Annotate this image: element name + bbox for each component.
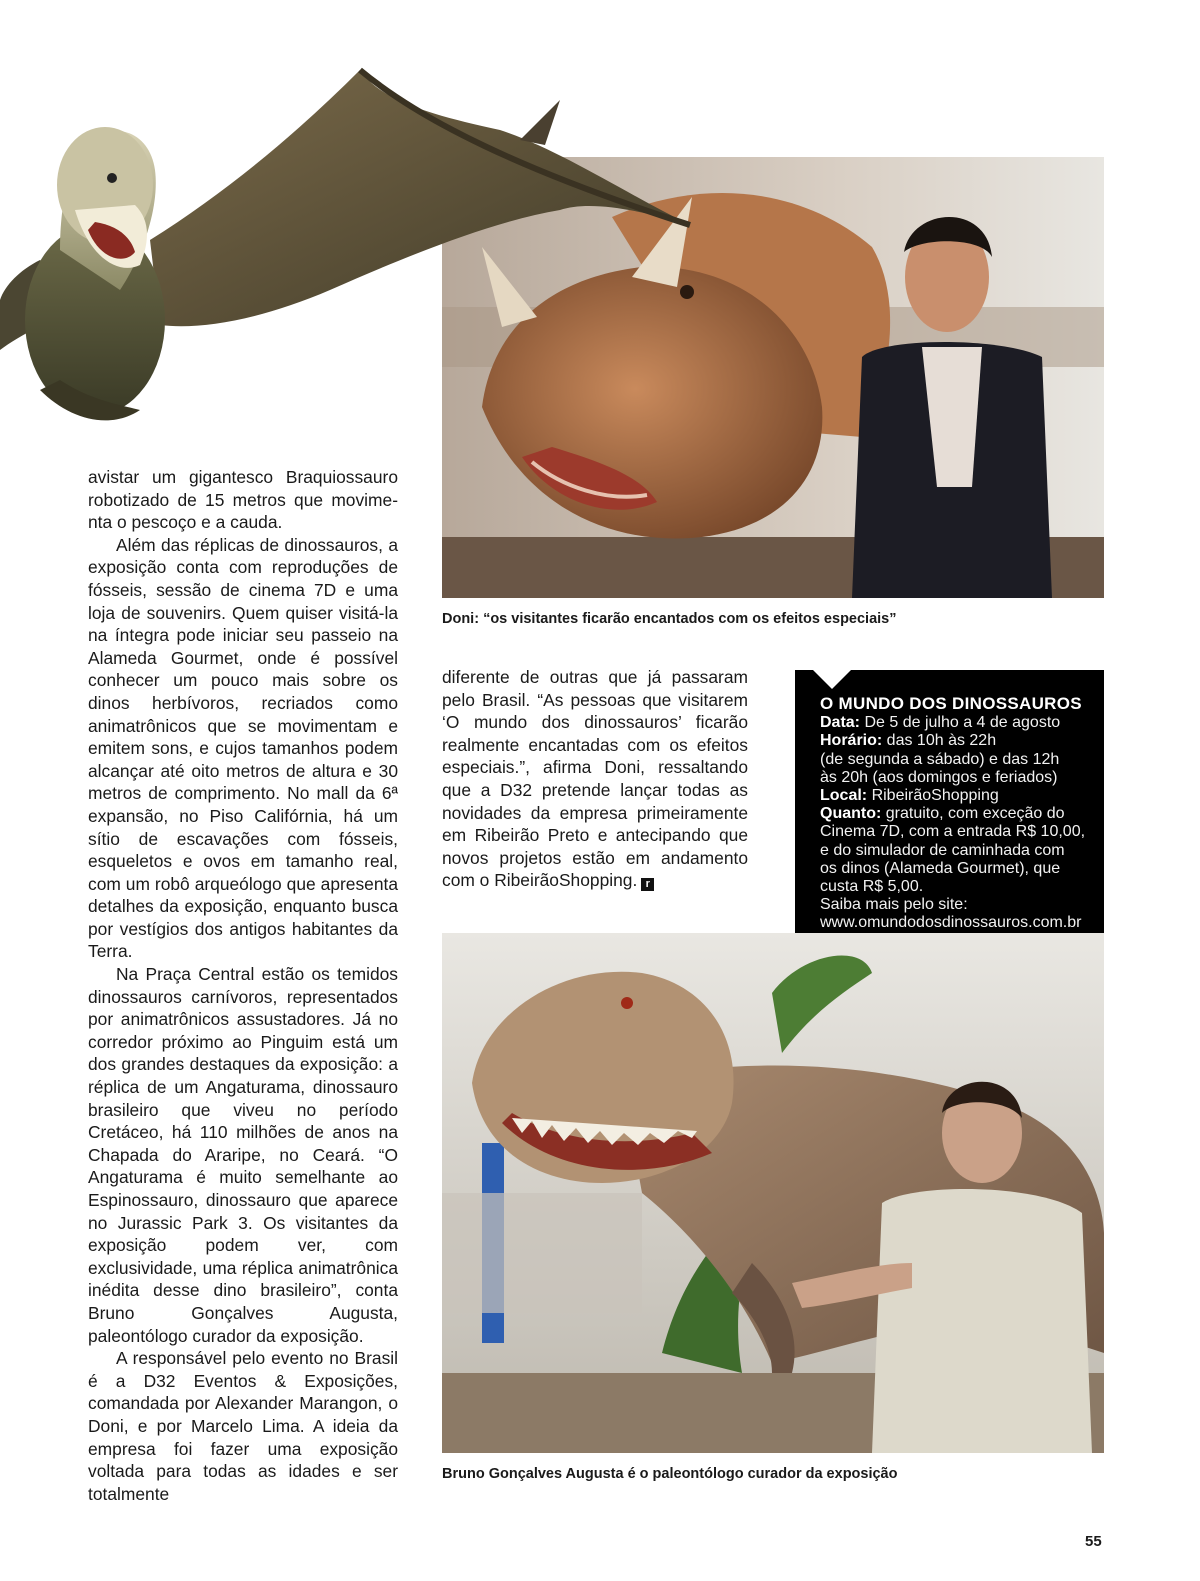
paragraph [442, 666, 748, 892]
info-price-line4: os dinos (Alameda Gourmet), que [820, 859, 1061, 877]
page-number: 55 [1085, 1533, 1102, 1550]
paragraph: Além das réplicas de dinossauros, a exposição conta com reproduções de fósseis, sessão de cinema 7D e uma loja de souvenirs. Quem quiser visitá-la na íntegra pode iniciar seu passeio na Alameda Gourmet, onde é possível conhecer um pouco mais sobre os dinos herbívoros, recriados como animatrônicos que se movimentam e emitem sons, e cujos tamanhos podem alcançar até oito metros de altura e 30 metros de comprimento. No mall da 6ª expansão, no Piso Califórnia, há um sítio de escavações com fósseis, esqueletos e ovos em tamanho real, com um robô arqueólogo que apresenta detalhes da exposição, enquanto busca por vestígios dos antigos habitantes da Terra. [88, 534, 398, 962]
info-price-line2: Cinema 7D, com a entrada R$ 10,00, [820, 823, 1086, 841]
info-location: Local: RibeirãoShopping [820, 787, 999, 805]
info-box-title: O MUNDO DOS DINOSSAUROS [820, 694, 1082, 713]
info-more: Saiba mais pelo site: [820, 896, 968, 914]
event-info-box [795, 670, 1104, 962]
info-price: Quanto: gratuito, com exceção do [820, 805, 1065, 823]
box-notch-icon [813, 670, 851, 689]
info-price-line5: custa R$ 5,00. [820, 878, 924, 896]
info-hours: Horário: das 10h às 22h [820, 732, 997, 750]
article-column-middle [442, 666, 748, 892]
paragraph: avistar um gigantesco Braquiossauro robotizado de 15 metros que movimenta o pescoço e a cauda. [88, 467, 398, 533]
info-price-line3: e do simulador de caminhada com [820, 841, 1065, 859]
caption-top: Doni: “os visitantes ficarão encantados com os efeitos especiais” [442, 611, 897, 627]
caption-bottom: Bruno Gonçalves Augusta é o paleontólogo curador da exposição [442, 1466, 898, 1482]
paragraph: Na Praça Central estão os temidos dinossauros carnívoros, representados por animatrônicos assustadores. Já no corredor próximo ao Pinguim está um dos grandes destaques da exposição: a réplica de um Angaturama, dinossauro brasileiro que viveu no período Cretáceo, há 110 milhões de anos na Chapada do Araripe, no Ceará. “O Angaturama é muito semelhante ao Espinossauro, dinossauro que aparece no Jurassic Park 3. Os visitantes da exposição podem ver, com exclusividade, uma réplica animatrônica inédita desse dino brasileiro”, conta Bruno Gonçalves Augusta, paleontólogo curador da exposição. [88, 964, 398, 1346]
info-site-link[interactable]: www.omundodosdinossauros.com.br [820, 914, 1082, 932]
paragraph-text: diferente de outras que já passaram pelo Brasil. “As pessoas que visitarem ‘O mundo dos dinossauros’ ficarão realmente encantadas com os efeitos especiais.”, afirma Doni, ressaltando que a D32 pretende lançar todas as novidades da empresa primeiramente em Ribeirão Preto e antecipando que novos projetos estão em andamento com o RibeirãoShopping. [442, 667, 748, 891]
paragraph: A responsável pelo evento no Brasil é a D32 Eventos & Exposições, comandada por Alexander Marangon, o Doni, e por Marcelo Lima. A ideia da empresa foi fazer uma exposição voltada para todas as idades e ser totalmente [88, 1348, 398, 1504]
allosaurus-with-paleontologist-photo [442, 933, 1104, 1453]
info-hours-line2: (de segunda a sábado) e das 12h [820, 750, 1060, 768]
pterosaur-illustration [0, 60, 700, 440]
end-of-article-icon: r [641, 878, 654, 891]
article-column-left [88, 466, 398, 1505]
info-hours-line3: às 20h (aos domingos e feriados) [820, 768, 1058, 786]
info-date: Data: De 5 de julho a 4 de agosto [820, 714, 1061, 732]
